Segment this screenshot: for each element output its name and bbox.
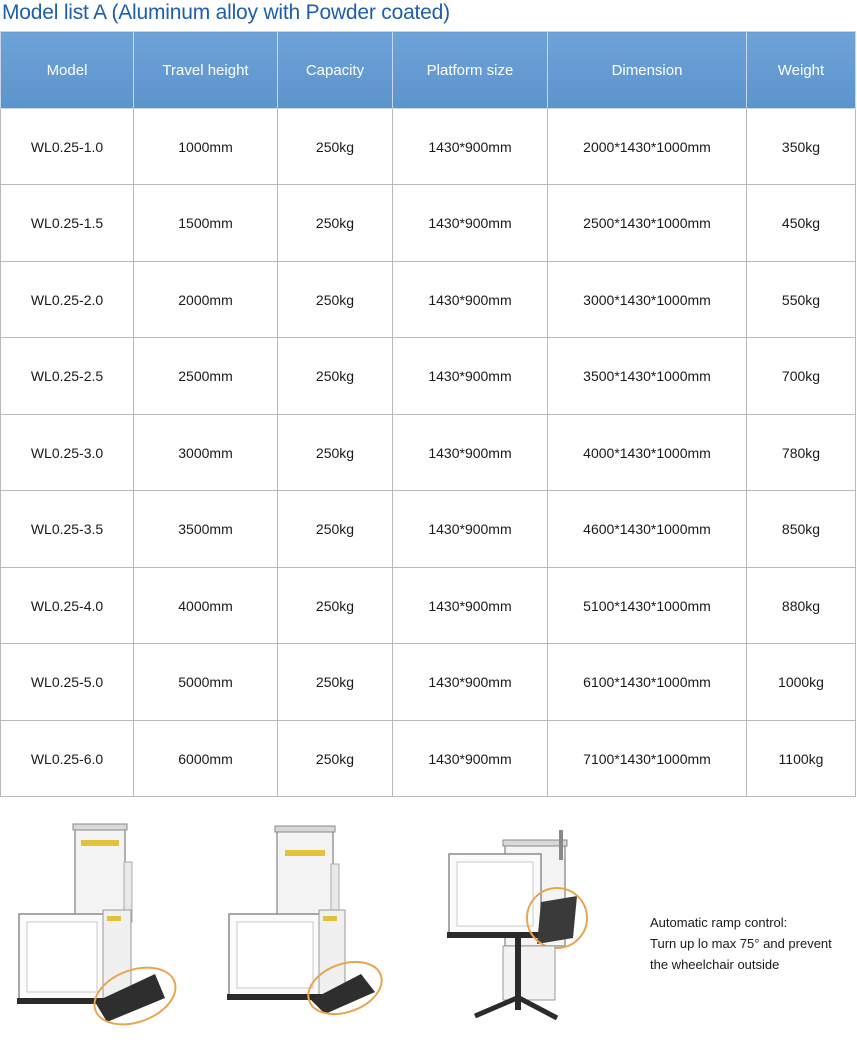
- table-row: [1, 262, 856, 338]
- cell-travel-height: 3500mm: [134, 491, 278, 568]
- table-row: [1, 185, 856, 262]
- cell-weight: 850kg: [747, 491, 856, 568]
- cell-platform-size: 1430*900mm: [393, 644, 548, 721]
- cell-travel-height: 2000mm: [134, 262, 278, 338]
- cell-platform-size: 1430*900mm: [393, 338, 548, 415]
- cell-platform-size: 1430*900mm: [393, 262, 548, 338]
- cell-travel-height: 4000mm: [134, 568, 278, 644]
- cell-dimension: 4600*1430*1000mm: [548, 491, 747, 568]
- cell-platform-size: 1430*900mm: [393, 721, 548, 797]
- cell-weight: 700kg: [747, 338, 856, 415]
- table-row: [1, 644, 856, 721]
- table-row: [1, 568, 856, 644]
- cell-travel-height: 6000mm: [134, 721, 278, 797]
- cell-model: WL0.25-1.5: [1, 185, 134, 262]
- cell-dimension: 3500*1430*1000mm: [548, 338, 747, 415]
- cell-dimension: 2000*1430*1000mm: [548, 109, 747, 185]
- cell-capacity: 250kg: [278, 109, 393, 185]
- note-line-1: Automatic ramp control:: [650, 915, 788, 930]
- cell-weight: 350kg: [747, 109, 856, 185]
- model-spec-table: [0, 31, 856, 797]
- cell-model: WL0.25-3.5: [1, 491, 134, 568]
- column-header-model: Model: [1, 32, 134, 109]
- cell-model: WL0.25-3.0: [1, 415, 134, 491]
- cell-platform-size: 1430*900mm: [393, 415, 548, 491]
- column-header-dimension: Dimension: [548, 32, 747, 109]
- cell-weight: 1100kg: [747, 721, 856, 797]
- cell-capacity: 250kg: [278, 185, 393, 262]
- cell-platform-size: 1430*900mm: [393, 491, 548, 568]
- table-row: [1, 721, 856, 797]
- cell-dimension: 3000*1430*1000mm: [548, 262, 747, 338]
- cell-platform-size: 1430*900mm: [393, 568, 548, 644]
- cell-capacity: 250kg: [278, 568, 393, 644]
- note-line-3: the wheelchair outside: [650, 957, 780, 972]
- table-row: [1, 109, 856, 185]
- page-title: Model list A (Aluminum alloy with Powder coated): [2, 1, 450, 24]
- column-header-travel-height: Travel height: [134, 32, 278, 109]
- note-line-2: Turn up lo max 75° and prevent: [650, 936, 832, 951]
- cell-model: WL0.25-2.0: [1, 262, 134, 338]
- wheelchair-lift-photo-1: [15, 822, 195, 1030]
- column-header-platform-size: Platform size: [393, 32, 548, 109]
- cell-dimension: 7100*1430*1000mm: [548, 721, 747, 797]
- cell-dimension: 5100*1430*1000mm: [548, 568, 747, 644]
- cell-dimension: 2500*1430*1000mm: [548, 185, 747, 262]
- wheelchair-lift-photo-2: [225, 824, 385, 1020]
- cell-capacity: 250kg: [278, 721, 393, 797]
- table-row: [1, 415, 856, 491]
- cell-capacity: 250kg: [278, 491, 393, 568]
- cell-weight: 550kg: [747, 262, 856, 338]
- cell-travel-height: 2500mm: [134, 338, 278, 415]
- cell-weight: 1000kg: [747, 644, 856, 721]
- table-header-row: [1, 32, 856, 109]
- column-header-capacity: Capacity: [278, 32, 393, 109]
- cell-model: WL0.25-2.5: [1, 338, 134, 415]
- cell-travel-height: 1000mm: [134, 109, 278, 185]
- cell-weight: 450kg: [747, 185, 856, 262]
- cell-travel-height: 3000mm: [134, 415, 278, 491]
- cell-model: WL0.25-5.0: [1, 644, 134, 721]
- cell-platform-size: 1430*900mm: [393, 109, 548, 185]
- cell-model: WL0.25-6.0: [1, 721, 134, 797]
- cell-travel-height: 5000mm: [134, 644, 278, 721]
- cell-capacity: 250kg: [278, 262, 393, 338]
- cell-model: WL0.25-4.0: [1, 568, 134, 644]
- wheelchair-lift-photo-3: [445, 828, 595, 1028]
- cell-platform-size: 1430*900mm: [393, 185, 548, 262]
- cell-capacity: 250kg: [278, 644, 393, 721]
- ramp-control-note: [650, 912, 832, 975]
- cell-travel-height: 1500mm: [134, 185, 278, 262]
- cell-dimension: 6100*1430*1000mm: [548, 644, 747, 721]
- cell-weight: 780kg: [747, 415, 856, 491]
- cell-weight: 880kg: [747, 568, 856, 644]
- cell-capacity: 250kg: [278, 338, 393, 415]
- cell-dimension: 4000*1430*1000mm: [548, 415, 747, 491]
- table-row: [1, 338, 856, 415]
- cell-capacity: 250kg: [278, 415, 393, 491]
- table-row: [1, 491, 856, 568]
- column-header-weight: Weight: [747, 32, 856, 109]
- cell-model: WL0.25-1.0: [1, 109, 134, 185]
